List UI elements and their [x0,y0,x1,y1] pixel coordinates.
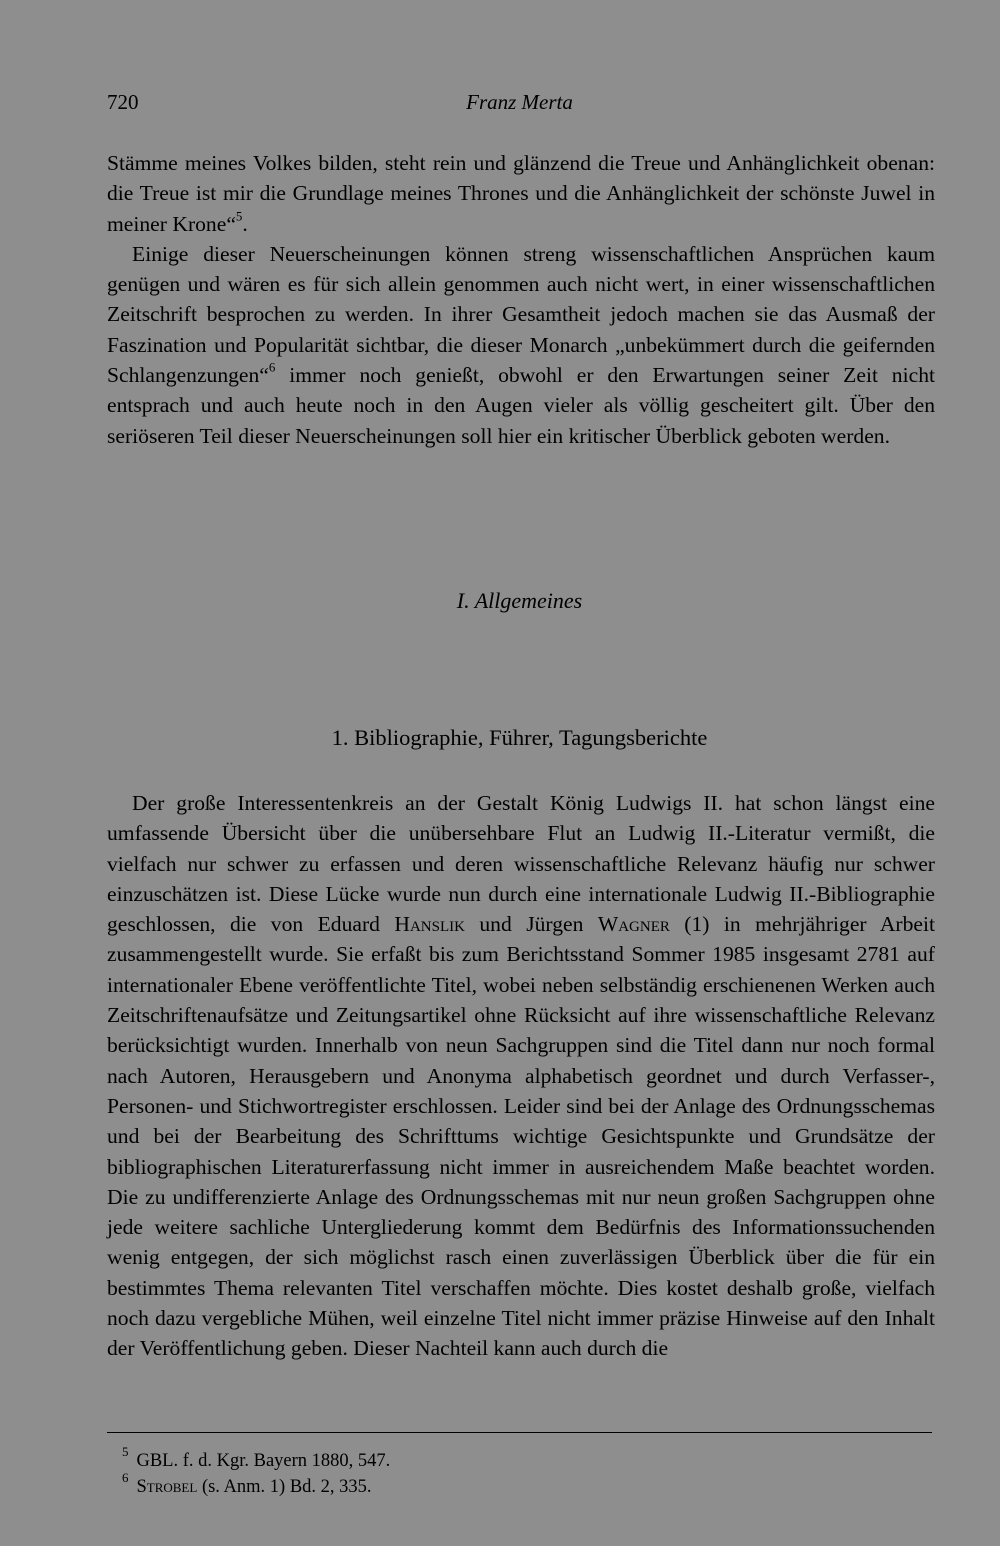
intro-text [107,148,935,451]
footnotes [122,1443,922,1500]
footnote-divider [107,1432,932,1433]
footnote-number: 5 [122,1443,129,1459]
footnote-author: Strobel [136,1477,198,1497]
footnote-5 [122,1443,922,1474]
page-number: 720 [107,90,139,114]
subsection-heading: 1. Bibliographie, Führer, Tagungsberichte [331,725,708,750]
intro-paragraph-1: Stämme meines Volkes bilden, steht rein und glänzend die Treue und Anhänglichkeit obenan: die Treue ist mir die Grundlage meines Thrones und die Anhänglichkeit der schönste Juwel in meiner Krone“$^5$. [107,151,935,236]
intro-paragraph-2: Einige dieser Neuerscheinungen können streng wissenschaftlichen Ansprüchen kaum genügen und wären es für sich allein genommen auch nicht wert, in einer wissenschaftlichen Zeitschrift besprochen zu werden. In ihrer Gesamtheit jedoch machen sie das Ausmaß der Faszination und Popularität sichtbar, die dieser Monarch „unbekümmert durch die geifernden Schlangenzungen“$^6$ immer noch genießt, obwohl er den Erwartungen seiner Zeit nicht entsprach und auch heute noch in den Augen vieler als völlig gescheitert gilt. Über den seriöseren Teil dieser Neuerscheinungen soll hier ein kritischer Überblick geboten werden. [107,241,935,448]
footnote-text: (s. Anm. 1) Bd. 2, 335. [197,1477,372,1497]
running-title: Franz Merta [466,90,573,114]
footnote-text: GBL. f. d. Kgr. Bayern 1880, 547. [136,1451,391,1471]
author-name-hanslik: Hanslik [394,912,465,937]
page-header [107,84,932,120]
section-heading: I. Allgemeines [456,588,583,613]
footnote-number: 6 [122,1469,129,1485]
main-text [107,788,935,1364]
main-paragraph: Der große Interessentenkreis an der Gestalt König Ludwigs II. hat schon längst eine umfassende Übersicht über die unübersehbare Flut an Ludwig II.-Literatur vermißt, die vielfach nur schwer zu erfassen und deren wissenschaftliche Relevanz häufig nur schwer einzuschätzen ist. Diese Lücke wurde nun durch eine internationale Ludwig II.-Bibliographie geschlossen, die von Eduard Hanslik und Jürgen Wagner (1) in mehrjähriger Arbeit zusammengestellt wurde. Sie erfaßt bis zum Berichtsstand Sommer 1985 insgesamt 2781 auf internationaler Ebene veröffentlichte Titel, wobei neben selbständig erschienenen Werken auch Zeitschriftenaufsätze und Zeitungsartikel ohne Rücksicht auf ihre wissenschaftliche Relevanz berücksichtigt wurden. Innerhalb von neun Sachgruppen sind die Titel dann nur noch formal nach Autoren, Herausgebern und Anonyma alphabetisch geordnet und durch Verfasser-, Personen- und Stichwortregister erschlossen. Leider sind bei der Anlage des Ordnungsschemas und bei der Bearbeitung des Schrifttums wichtige Gesichtspunkte und Grundsätze der bibliographischen Literaturerfassung nicht immer in ausreichendem Maße beachtet worden. Die zu undifferenzierte Anlage des Ordnungsschemas mit nur neun großen Sachgruppen ohne jede weitere sachliche Untergliederung kommt dem Bedürfnis des Informationssuchenden wenig entgegen, der sich möglichst rasch einen zuverlässigen Überblick über die für ein bestimmtes Thema relevanten Titel verschaffen möchte. Dies kostet deshalb große, vielfach noch dazu vergebliche Mühen, weil einzelne Titel nicht immer präzise Hinweise auf den Inhalt der Veröffentlichung geben. Dieser Nachteil kann auch durch die [107,791,936,1361]
footnote-ref-5[interactable]: 5 [235,208,243,224]
footnote-ref-6[interactable]: 6 [268,359,276,375]
author-name-wagner: Wagner [597,912,670,937]
footnote-6 [122,1469,922,1500]
